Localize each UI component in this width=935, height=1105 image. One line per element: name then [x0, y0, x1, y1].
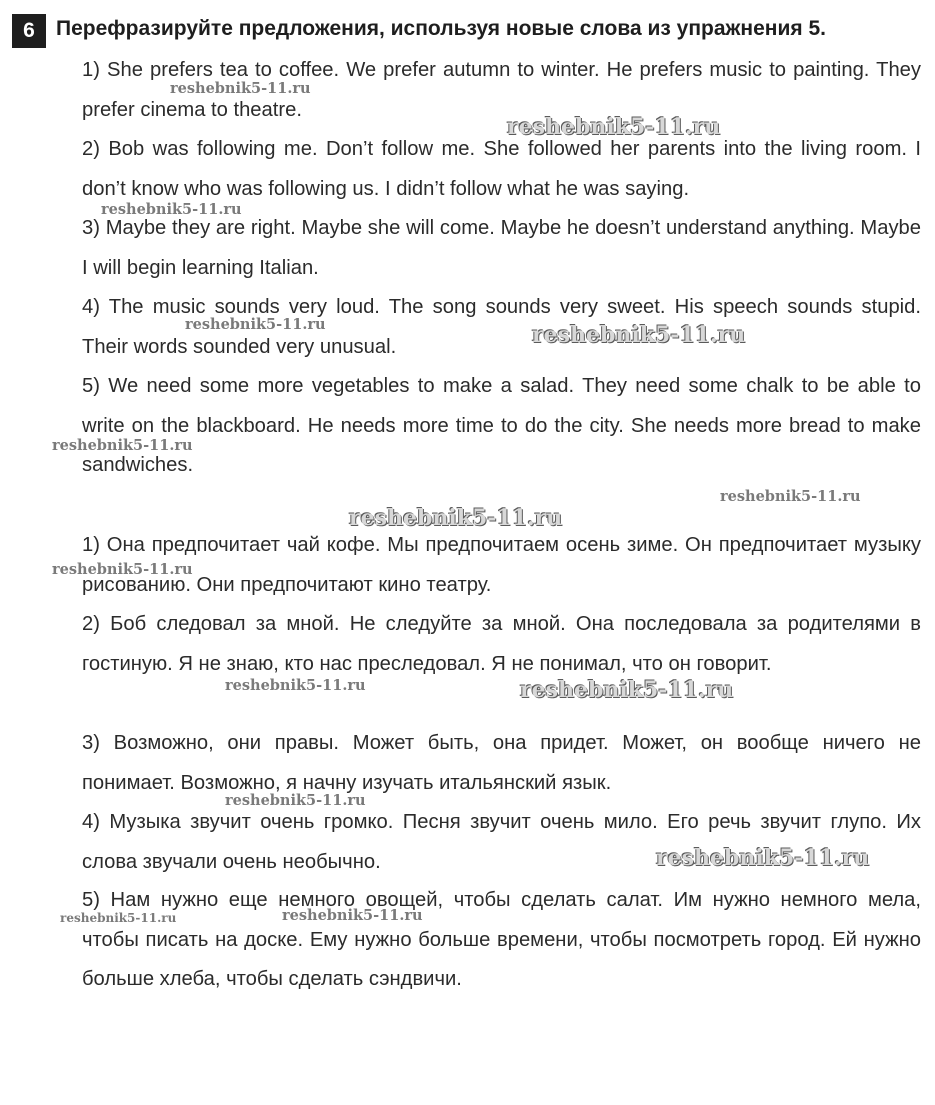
watermark: reshebnik5-11.ru	[225, 792, 366, 809]
english-item-4: 4) The music sounds very loud. The song sounds very sweet. His speech sounds stupid. Their words sounded very unusual.	[82, 296, 921, 358]
russian-item-3: 3) Возможно, они правы. Может быть, она придет. Может, он вообще ничего не понимает. Возможно, я начну изучать итальянский язык.	[82, 732, 921, 794]
watermark: reshebnik5-11.ru	[349, 505, 563, 531]
english-item-5: 5) We need some more vegetables to make a salad. They need some chalk to be able to write on the blackboard. He needs more time to do the city. She needs more bread to make sandwiches.	[82, 375, 921, 476]
english-item-3: 3) Maybe they are right. Maybe she will come. Maybe he doesn’t understand anything. Maybe I will begin learning Italian.	[82, 217, 921, 279]
exercise-title: Перефразируйте предложения, используя новые слова из упражнения 5.	[56, 17, 826, 40]
watermark: reshebnik5-11.ru	[532, 322, 746, 348]
watermark: reshebnik5-11.ru	[225, 677, 366, 694]
watermark: reshebnik5-11.ru	[507, 114, 721, 140]
russian-item-1: 1) Она предпочитает чай кофе. Мы предпочитаем осень зиме. Он предпочитает музыку рисованию. Они предпочитают кино театру.	[82, 534, 921, 596]
russian-item-4: 4) Музыка звучит очень громко. Песня звучит очень мило. Его речь звучит глупо. Их слова звучали очень необычно.	[82, 811, 921, 873]
russian-item-5: 5) Нам нужно еще немного овощей, чтобы сделать салат. Им нужно немного мела, чтобы писать на доске. Ему нужно больше времени, чтобы посмотреть город. Ей нужно больше хлеба, чтобы сделать сэндвичи.	[82, 889, 921, 990]
watermark: reshebnik5-11.ru	[185, 316, 326, 333]
russian-item-2: 2) Боб следовал за мной. Не следуйте за мной. Она последовала за родителями в гостиную. Я не знаю, кто нас преследовал. Я не понимал, что он говорит.	[82, 613, 921, 675]
watermark: reshebnik5-11.ru	[656, 845, 870, 871]
watermark: reshebnik5-11.ru	[101, 201, 242, 218]
watermark: reshebnik5-11.ru	[52, 437, 193, 454]
watermark: reshebnik5-11.ru	[520, 677, 734, 703]
watermark: reshebnik5-11.ru	[282, 907, 423, 924]
watermark: reshebnik5-11.ru	[60, 911, 177, 925]
watermark: reshebnik5-11.ru	[52, 561, 193, 578]
watermark: reshebnik5-11.ru	[170, 80, 311, 97]
watermark: reshebnik5-11.ru	[720, 488, 861, 505]
english-item-1: 1) She prefers tea to coffee. We prefer autumn to winter. He prefers music to painting. They prefer cinema to theatre.	[82, 59, 921, 121]
exercise-number: 6	[12, 14, 46, 48]
english-item-2: 2) Bob was following me. Don’t follow me. She followed her parents into the living room. I don’t know who was following us. I didn’t follow what he was saying.	[82, 138, 921, 200]
